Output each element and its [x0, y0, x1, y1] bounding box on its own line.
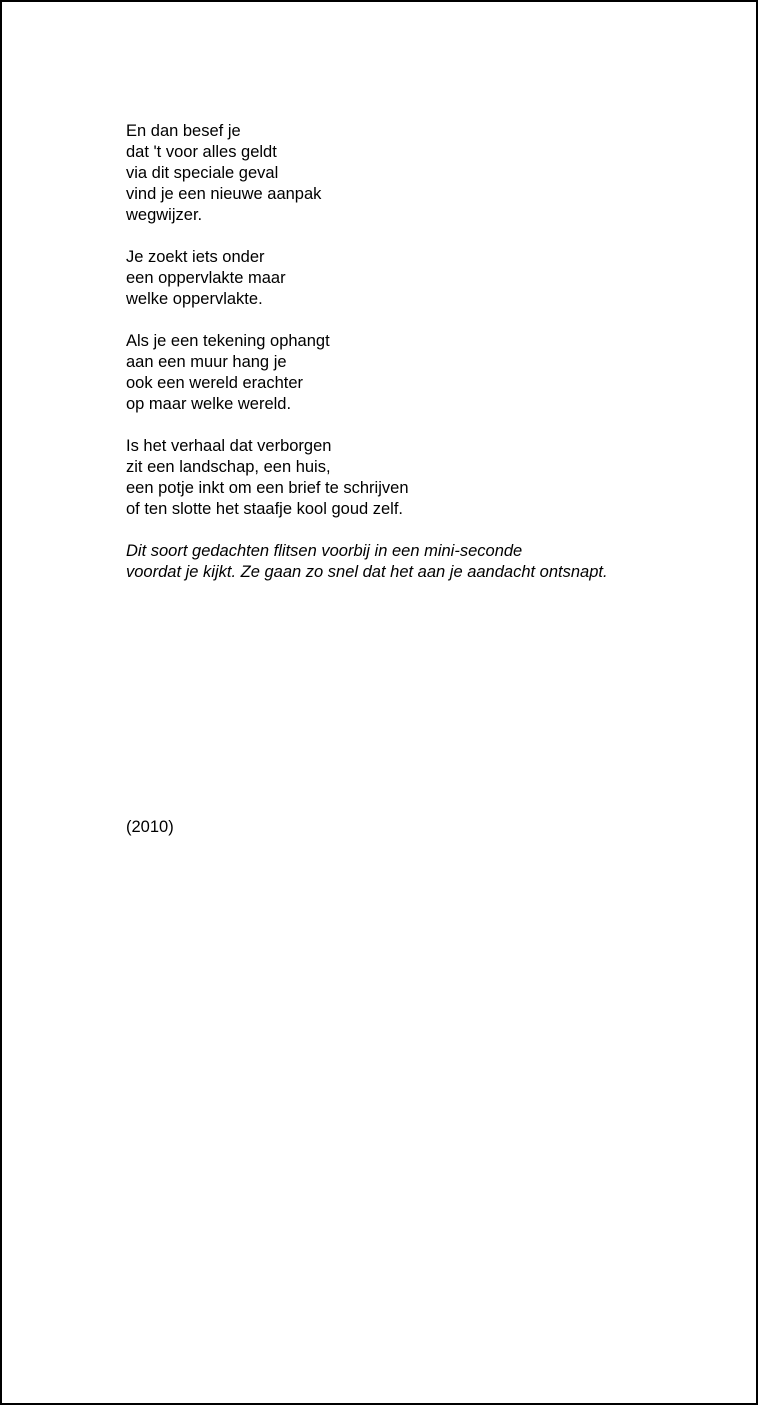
poem-line: welke oppervlakte. [126, 290, 263, 308]
poem-line: zit een landschap, een huis, [126, 458, 331, 476]
poem-line: En dan besef je [126, 122, 241, 140]
poem-line: Is het verhaal dat verborgen [126, 437, 332, 455]
poem-line: vind je een nieuwe aanpak [126, 185, 322, 203]
poem-line: dat 't voor alles geldt [126, 143, 277, 161]
poem-line: aan een muur hang je [126, 353, 287, 371]
poem-line: ook een wereld erachter [126, 374, 304, 392]
reflection-line: Dit soort gedachten flitsen voorbij in een mini-seconde [126, 542, 523, 560]
year-label: (2010) [126, 818, 174, 836]
poem-line: wegwijzer. [126, 206, 203, 224]
poem-body [126, 121, 608, 604]
reflection-line: voordat je kijkt. Ze gaan zo snel dat het aan je aandacht ontsnapt. [126, 563, 608, 581]
poem-line: via dit speciale geval [126, 164, 279, 182]
poem-line: een potje inkt om een brief te schrijven [126, 479, 409, 497]
stanza [126, 436, 608, 520]
poem-line: Je zoekt iets onder [126, 248, 265, 266]
stanza [126, 331, 608, 415]
reflection-stanza [126, 541, 608, 583]
stanza [126, 247, 608, 310]
poem-line: een oppervlakte maar [126, 269, 286, 287]
stanza [126, 121, 608, 226]
poem-line: of ten slotte het staafje kool goud zelf. [126, 500, 404, 518]
poem-line: op maar welke wereld. [126, 395, 292, 413]
poem-line: Als je een tekening ophangt [126, 332, 330, 350]
